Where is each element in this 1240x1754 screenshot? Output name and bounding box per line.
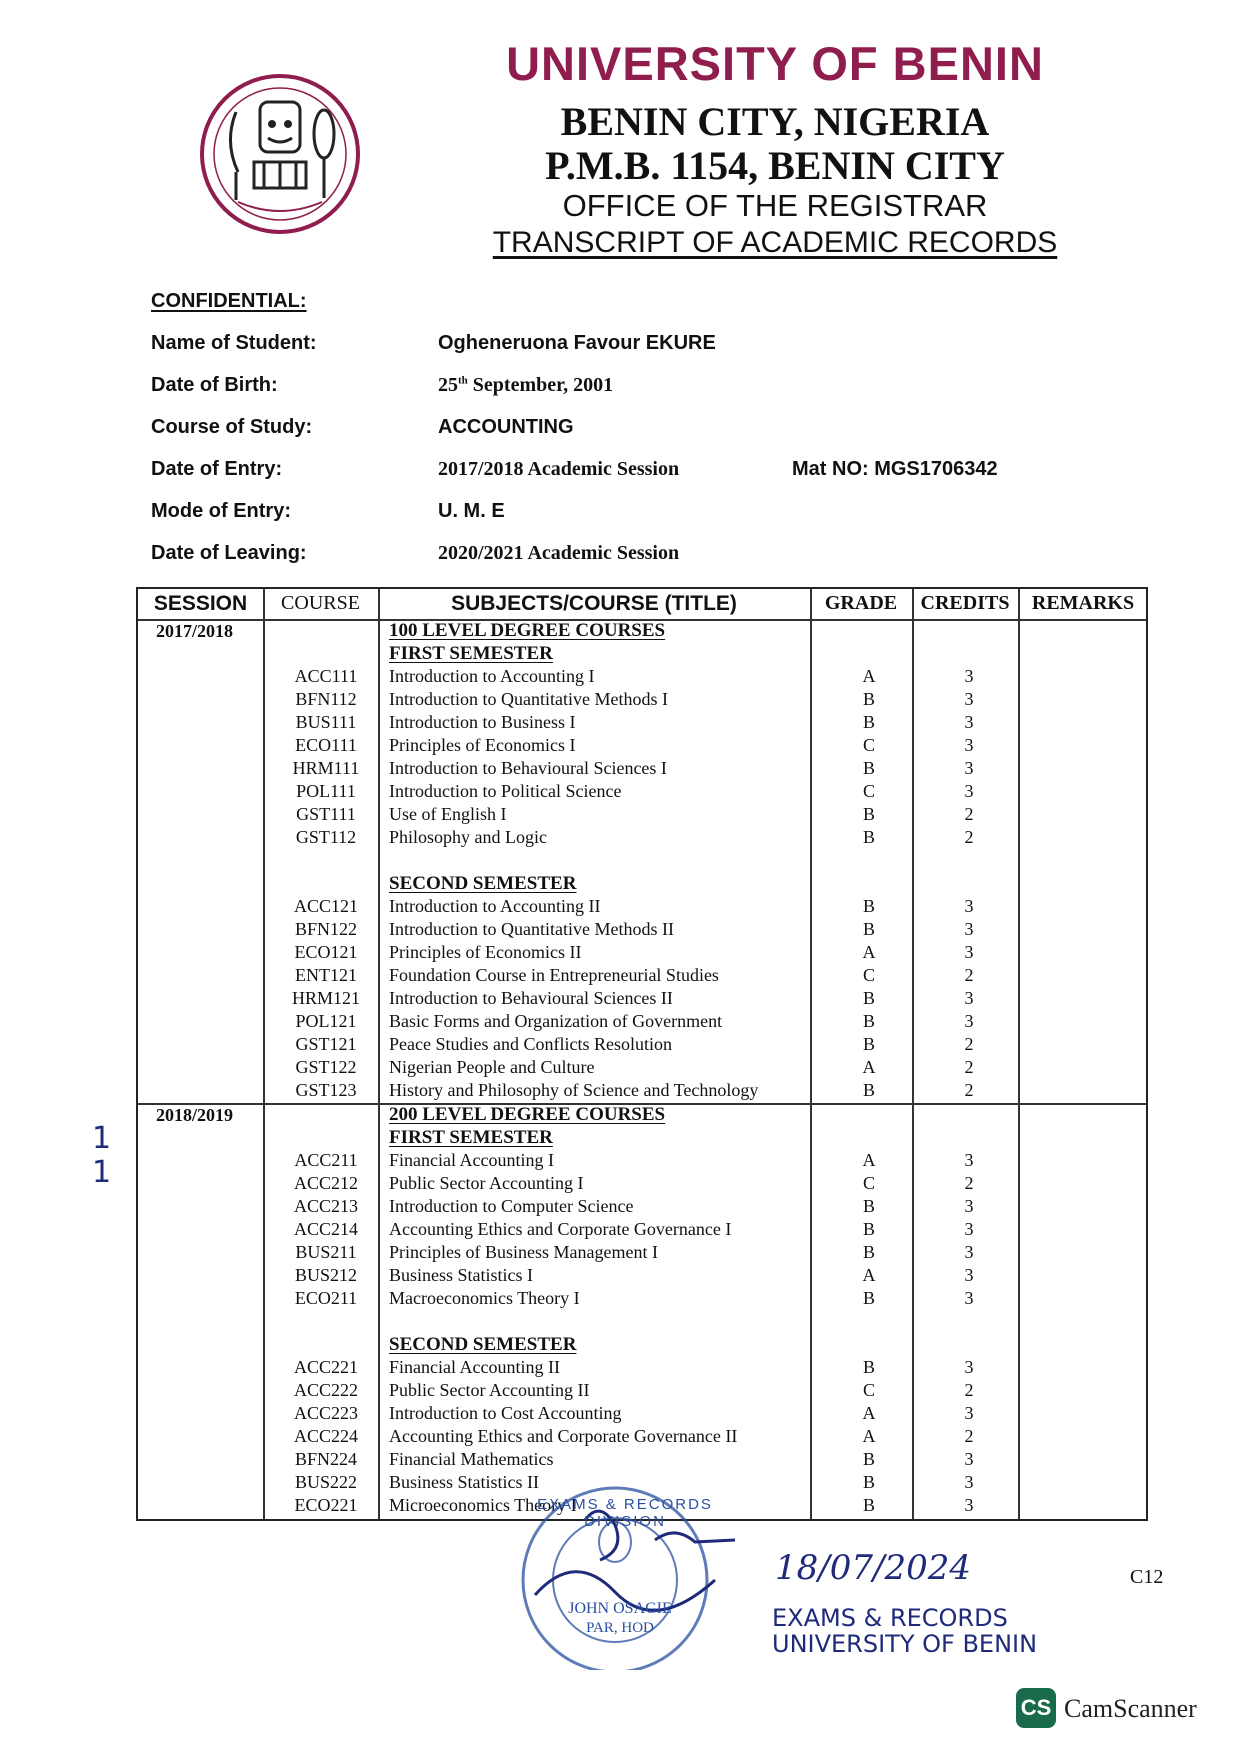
camscanner-logo-icon: CS <box>1016 1688 1056 1728</box>
course-credits: 2 <box>964 1380 974 1400</box>
course-code: BUS211 <box>295 1242 357 1262</box>
course-title: Principles of Economics I <box>389 735 576 755</box>
course-grade: A <box>862 1150 876 1170</box>
stamp-ring-text: EXAMS & RECORDS DIVISION <box>537 1496 713 1530</box>
course-grade: C <box>862 965 875 985</box>
course-code: ACC212 <box>293 1173 358 1193</box>
course-title: Business Statistics II <box>389 1472 540 1492</box>
margin-mark: 1 1 <box>92 1121 112 1190</box>
document-title: TRANSCRIPT OF ACADEMIC RECORDS <box>492 226 1058 259</box>
course-grade: C <box>862 781 875 801</box>
course-grade: B <box>862 1242 875 1262</box>
student-name: Ogheneruona Favour EKURE <box>438 332 716 354</box>
course-credits: 2 <box>964 965 974 985</box>
dob-value: 25th September, 2001 <box>438 374 614 396</box>
course-code: ECO211 <box>294 1288 358 1308</box>
course-title: Peace Studies and Conflicts Resolution <box>389 1034 672 1054</box>
course-row <box>138 688 1146 711</box>
course-title: Introduction to Quantitative Methods I <box>389 689 668 709</box>
course-row <box>138 1402 1146 1425</box>
course-code: POL121 <box>295 1011 357 1031</box>
course-title: Introduction to Accounting II <box>389 896 601 916</box>
course-title: Introduction to Computer Science <box>389 1196 634 1216</box>
course-code: ACC223 <box>293 1403 358 1423</box>
course-title: Accounting Ethics and Corporate Governance II <box>389 1426 738 1446</box>
course-title: Introduction to Quantitative Methods II <box>389 919 674 939</box>
course-code: BUS212 <box>294 1265 357 1285</box>
entry-date-value: 2017/2018 Academic Session <box>438 458 680 480</box>
course-credits: 3 <box>964 735 974 755</box>
course-credits: 2 <box>964 1426 974 1446</box>
university-name: UNIVERSITY OF BENIN <box>506 37 1044 90</box>
course-title: Introduction to Accounting I <box>389 666 595 686</box>
course-grade: A <box>862 666 876 686</box>
course-grade: B <box>862 1080 875 1100</box>
course-grade: B <box>862 919 875 939</box>
course-grade: B <box>862 1034 875 1054</box>
level-heading: 100 LEVEL DEGREE COURSES <box>389 620 666 641</box>
transcript-table <box>136 587 1148 1521</box>
semester-heading: SECOND SEMESTER <box>389 873 577 894</box>
camscanner-label: CamScanner <box>1064 1694 1197 1723</box>
course-value: ACCOUNTING <box>438 416 574 438</box>
course-credits: 3 <box>964 942 974 962</box>
stamp-name: JOHN OSAGIE <box>568 1600 672 1617</box>
entry-mode-label: Mode of Entry: <box>151 500 291 522</box>
course-credits: 3 <box>964 758 974 778</box>
course-row <box>138 1356 1146 1379</box>
matriculation-number: Mat NO: MGS1706342 <box>792 458 998 480</box>
course-row <box>138 1056 1146 1079</box>
course-grade: B <box>862 1357 875 1377</box>
level-heading: 200 LEVEL DEGREE COURSES <box>389 1104 666 1125</box>
signature-date: 18/07/2024 <box>775 1548 971 1588</box>
course-title: Principles of Economics II <box>389 942 582 962</box>
exams-stamp-line2: UNIVERSITY OF BENIN <box>772 1630 1038 1658</box>
course-code: GST121 <box>295 1034 357 1054</box>
records-division-stamp <box>505 1480 745 1670</box>
course-title: Public Sector Accounting II <box>389 1380 590 1400</box>
course-grade: B <box>862 1472 875 1492</box>
course-code: POL111 <box>296 781 356 801</box>
course-grade: B <box>862 804 875 824</box>
course-title: Philosophy and Logic <box>389 827 547 847</box>
session-label: 2018/2019 <box>156 1105 234 1125</box>
course-row <box>138 711 1146 734</box>
course-grade: B <box>862 758 875 778</box>
course-code: ACC224 <box>293 1426 358 1446</box>
course-credits: 3 <box>964 1242 974 1262</box>
course-code: BFN224 <box>294 1449 357 1469</box>
course-title: Introduction to Behavioural Sciences I <box>389 758 667 778</box>
confidential-label: CONFIDENTIAL: <box>151 290 307 312</box>
course-credits: 3 <box>964 919 974 939</box>
course-grade: B <box>862 689 875 709</box>
course-grade: B <box>862 1495 875 1515</box>
course-title: Financial Accounting I <box>389 1150 554 1170</box>
header-course: COURSE <box>281 592 360 614</box>
course-title: Principles of Business Management I <box>389 1242 658 1262</box>
course-row <box>138 1195 1146 1218</box>
student-name-label: Name of Student: <box>151 332 317 354</box>
leaving-date-value: 2020/2021 Academic Session <box>438 542 680 564</box>
course-credits: 3 <box>964 666 974 686</box>
course-credits: 3 <box>964 1219 974 1239</box>
course-row <box>138 757 1146 780</box>
course-row <box>138 941 1146 964</box>
course-title: Introduction to Cost Accounting <box>389 1403 622 1423</box>
course-title: Introduction to Political Science <box>389 781 622 801</box>
course-row <box>138 1033 1146 1056</box>
course-code: GST122 <box>295 1057 357 1077</box>
course-credits: 2 <box>964 1173 974 1193</box>
course-credits: 3 <box>964 1472 974 1492</box>
course-row <box>138 1010 1146 1033</box>
course-grade: B <box>862 712 875 732</box>
course-credits: 2 <box>964 1057 974 1077</box>
course-grade: C <box>862 1173 875 1193</box>
course-row <box>138 1448 1146 1471</box>
course-code: ACC214 <box>293 1219 358 1239</box>
stamp-role: PAR, HOD <box>586 1620 654 1636</box>
course-grade: A <box>862 1265 876 1285</box>
course-row <box>138 1079 1146 1102</box>
course-row <box>138 895 1146 918</box>
course-title: Financial Accounting II <box>389 1357 560 1377</box>
exams-stamp-line1: EXAMS & RECORDS <box>772 1604 1008 1632</box>
course-code: GST112 <box>295 827 357 847</box>
course-title: Introduction to Behavioural Sciences II <box>389 988 673 1008</box>
course-grade: B <box>862 1288 875 1308</box>
course-grade: A <box>862 1403 876 1423</box>
course-credits: 3 <box>964 1265 974 1285</box>
course-grade: B <box>862 1196 875 1216</box>
course-code: ENT121 <box>295 965 357 985</box>
course-credits: 3 <box>964 896 974 916</box>
course-code: HRM121 <box>291 988 360 1008</box>
exams-records-stamp <box>772 1605 1037 1657</box>
course-row <box>138 665 1146 688</box>
course-row <box>138 987 1146 1010</box>
university-city: BENIN CITY, NIGERIA <box>560 99 990 144</box>
course-credits: 3 <box>964 1449 974 1469</box>
course-grade: B <box>862 988 875 1008</box>
course-row <box>138 1264 1146 1287</box>
course-row <box>138 826 1146 849</box>
semester-heading: SECOND SEMESTER <box>389 1334 577 1355</box>
course-row <box>138 734 1146 757</box>
course-credits: 2 <box>964 827 974 847</box>
course-code: ECO111 <box>295 735 357 755</box>
course-title: History and Philosophy of Science and Technology <box>389 1080 759 1100</box>
course-code: ECO121 <box>294 942 358 962</box>
course-code: BFN112 <box>295 689 357 709</box>
course-title: Use of English I <box>389 804 507 824</box>
course-credits: 3 <box>964 781 974 801</box>
course-title: Nigerian People and Culture <box>389 1057 595 1077</box>
course-row <box>138 918 1146 941</box>
course-grade: B <box>862 827 875 847</box>
course-code: ACC222 <box>293 1380 358 1400</box>
course-credits: 3 <box>964 712 974 732</box>
course-credits: 2 <box>964 1034 974 1054</box>
course-grade: B <box>862 1011 875 1031</box>
header-title: SUBJECTS/COURSE (TITLE) <box>451 592 737 615</box>
course-code: GST123 <box>295 1080 357 1100</box>
entry-date-label: Date of Entry: <box>151 458 283 480</box>
course-row <box>138 1149 1146 1172</box>
course-title: Foundation Course in Entrepreneurial Studies <box>389 965 719 985</box>
course-credits: 3 <box>964 1495 974 1515</box>
session-label: 2017/2018 <box>156 621 234 641</box>
course-label: Course of Study: <box>151 416 313 438</box>
course-credits: 3 <box>964 1403 974 1423</box>
course-title: Public Sector Accounting I <box>389 1173 584 1193</box>
course-code: BFN122 <box>294 919 357 939</box>
course-grade: A <box>862 942 876 962</box>
header-session: SESSION <box>153 592 248 615</box>
course-credits: 3 <box>964 988 974 1008</box>
leaving-date-label: Date of Leaving: <box>151 542 307 564</box>
header-grade: GRADE <box>824 592 898 614</box>
course-code: BUS222 <box>294 1472 357 1492</box>
course-credits: 3 <box>964 1357 974 1377</box>
course-title: Financial Mathematics <box>389 1449 554 1469</box>
course-code: BUS111 <box>295 712 357 732</box>
course-grade: B <box>862 1449 875 1469</box>
course-title: Accounting Ethics and Corporate Governance I <box>389 1219 732 1239</box>
course-row <box>138 1287 1146 1310</box>
course-credits: 2 <box>964 804 974 824</box>
course-row <box>138 803 1146 826</box>
course-grade: A <box>862 1426 876 1446</box>
course-row <box>138 1379 1146 1402</box>
course-grade: A <box>862 1057 876 1077</box>
course-credits: 3 <box>964 1011 974 1031</box>
course-title: Introduction to Business I <box>389 712 576 732</box>
course-code: GST111 <box>296 804 356 824</box>
course-grade: B <box>862 896 875 916</box>
course-code: ACC213 <box>293 1196 358 1216</box>
university-address: P.M.B. 1154, BENIN CITY <box>545 143 1005 188</box>
course-code: ACC111 <box>294 666 358 686</box>
course-title: Basic Forms and Organization of Government <box>389 1011 723 1031</box>
course-code: ACC221 <box>293 1357 358 1377</box>
course-row <box>138 1425 1146 1448</box>
course-row <box>138 780 1146 803</box>
university-crest-icon <box>198 72 362 236</box>
course-title: Business Statistics I <box>389 1265 534 1285</box>
course-code: ACC211 <box>294 1150 358 1170</box>
course-row <box>138 964 1146 987</box>
course-row <box>138 1172 1146 1195</box>
header-remarks: REMARKS <box>1031 592 1135 614</box>
course-title: Macroeconomics Theory I <box>389 1288 580 1308</box>
course-code: ACC121 <box>293 896 358 916</box>
semester-heading: FIRST SEMESTER <box>389 643 553 664</box>
course-credits: 3 <box>964 1288 974 1308</box>
university-crest-logo <box>198 72 362 236</box>
course-credits: 3 <box>964 1196 974 1216</box>
office-name: OFFICE OF THE REGISTRAR <box>562 188 988 223</box>
course-credits: 3 <box>964 689 974 709</box>
course-title: Microeconomics Theory I <box>389 1495 577 1515</box>
course-credits: 2 <box>964 1080 974 1100</box>
course-grade: B <box>862 1219 875 1239</box>
semester-heading: FIRST SEMESTER <box>389 1127 553 1148</box>
course-credits: 3 <box>964 1150 974 1170</box>
course-row <box>138 1241 1146 1264</box>
page-code: C12 <box>1130 1566 1164 1588</box>
dob-label: Date of Birth: <box>151 374 278 396</box>
course-grade: C <box>862 1380 875 1400</box>
course-code: ECO221 <box>294 1495 358 1515</box>
entry-mode-value: U. M. E <box>438 500 505 522</box>
course-grade: C <box>862 735 875 755</box>
course-code: HRM111 <box>292 758 360 778</box>
course-row <box>138 1218 1146 1241</box>
header-credits: CREDITS <box>920 592 1010 614</box>
